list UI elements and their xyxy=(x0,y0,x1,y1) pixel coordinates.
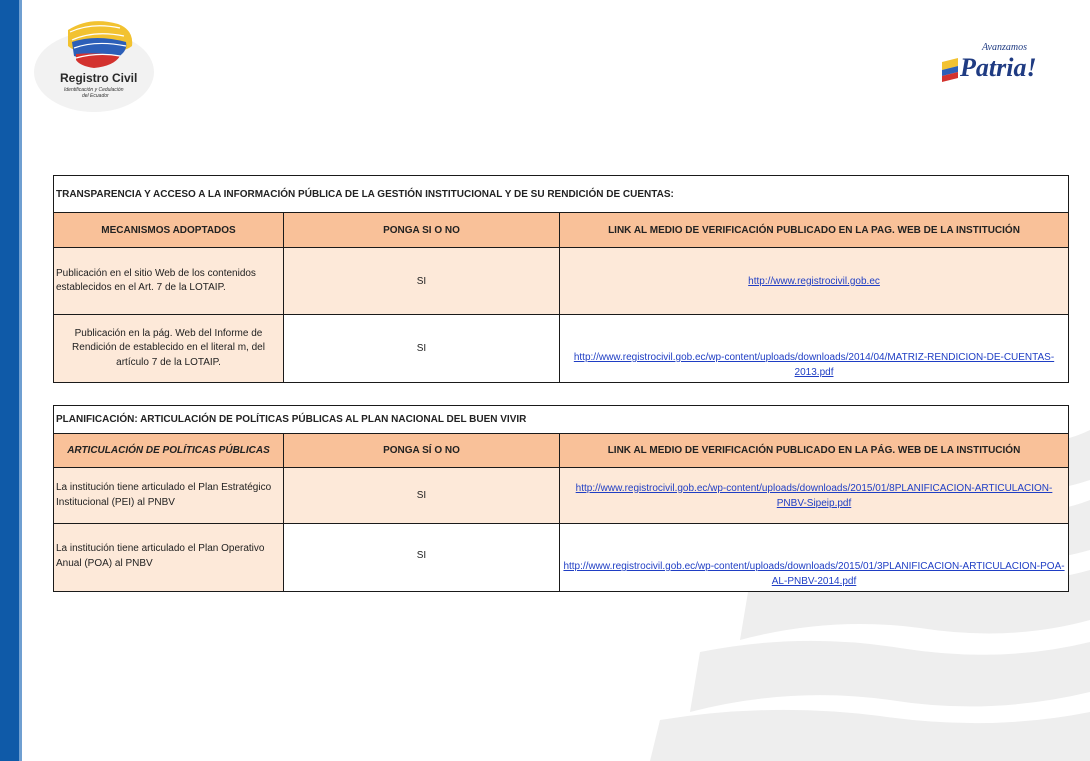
header-link: LINK AL MEDIO DE VERIFICACIÓN PUBLICADO EN LA PAG. WEB DE LA INSTITUCIÓN xyxy=(560,213,1069,248)
row-mechanism: Publicación en el sitio Web de los contenidos establecidos en el Art. 7 de la LOTAIP. xyxy=(54,248,284,315)
row-answer: SI xyxy=(284,248,560,315)
verification-link[interactable]: http://www.registrocivil.gob.ec xyxy=(748,275,880,287)
transparency-section-title: TRANSPARENCIA Y ACCESO A LA INFORMACIÓN PÚBLICA DE LA GESTIÓN INSTITUCIONAL Y DE SU RENDICIÓN DE CUENTAS: xyxy=(54,176,1069,213)
row-link-cell xyxy=(560,248,1069,315)
verification-link[interactable]: http://www.registrocivil.gob.ec/wp-content/uploads/downloads/2015/01/8PLANIFICACION-ARTICULACION-PNBV-Sipeip.pdf xyxy=(575,482,1053,509)
verification-link[interactable]: http://www.registrocivil.gob.ec/wp-content/uploads/downloads/2014/04/MATRIZ-RENDICION-DE-CUENTAS-2013.pdf xyxy=(573,352,1055,378)
verification-link[interactable]: http://www.registrocivil.gob.ec/wp-content/uploads/downloads/2015/01/3PLANIFICACION-ARTICULACION-POA-AL-PNBV-2014.pdf xyxy=(563,561,1065,587)
row-answer: SI xyxy=(284,524,560,592)
logo-patria-text: Patria! xyxy=(960,53,1037,82)
table-row xyxy=(54,315,1069,383)
table-row xyxy=(54,524,1069,592)
row-answer: SI xyxy=(284,315,560,383)
header-link: LINK AL MEDIO DE VERIFICACIÓN PUBLICADO EN LA PÁG. WEB DE LA INSTITUCIÓN xyxy=(560,434,1069,468)
row-mechanism: La institución tiene articulado el Plan Operativo Anual (POA) al PNBV xyxy=(54,524,284,592)
row-answer: SI xyxy=(284,468,560,524)
header-mecanismos: MECANISMOS ADOPTADOS xyxy=(54,213,284,248)
header-articulacion: ARTICULACIÓN DE POLÍTICAS PÚBLICAS xyxy=(54,434,284,468)
registro-civil-logo xyxy=(30,12,160,117)
table-row xyxy=(54,468,1069,524)
planning-section-title: PLANIFICACIÓN: ARTICULACIÓN DE POLÍTICAS PÚBLICAS AL PLAN NACIONAL DEL BUEN VIVIR xyxy=(54,406,1069,434)
planning-table xyxy=(53,405,1069,592)
row-mechanism: Publicación en la pág. Web del Informe de Rendición de establecido en el literal m, del artículo 7 de la LOTAIP. xyxy=(54,315,284,383)
table-row xyxy=(54,248,1069,315)
logo-sub2-text: del Ecuador xyxy=(82,93,109,99)
header-ponga-si-no: PONGA SI O NO xyxy=(284,213,560,248)
row-link-cell xyxy=(560,315,1069,383)
left-blue-sidebar xyxy=(0,0,19,761)
logo-avanzamos-text: Avanzamos xyxy=(982,42,1027,53)
avanzamos-patria-logo xyxy=(938,36,1042,88)
header-ponga-si-no: PONGA SÍ O NO xyxy=(284,434,560,468)
logo-name-text: Registro Civil xyxy=(60,71,138,85)
logo-sub1-text: Identificación y Cedulación xyxy=(64,87,124,93)
row-link-cell xyxy=(560,468,1069,524)
row-mechanism: La institución tiene articulado el Plan Estratégico Institucional (PEI) al PNBV xyxy=(54,468,284,524)
transparency-table xyxy=(53,175,1069,383)
row-link-cell xyxy=(560,524,1069,592)
